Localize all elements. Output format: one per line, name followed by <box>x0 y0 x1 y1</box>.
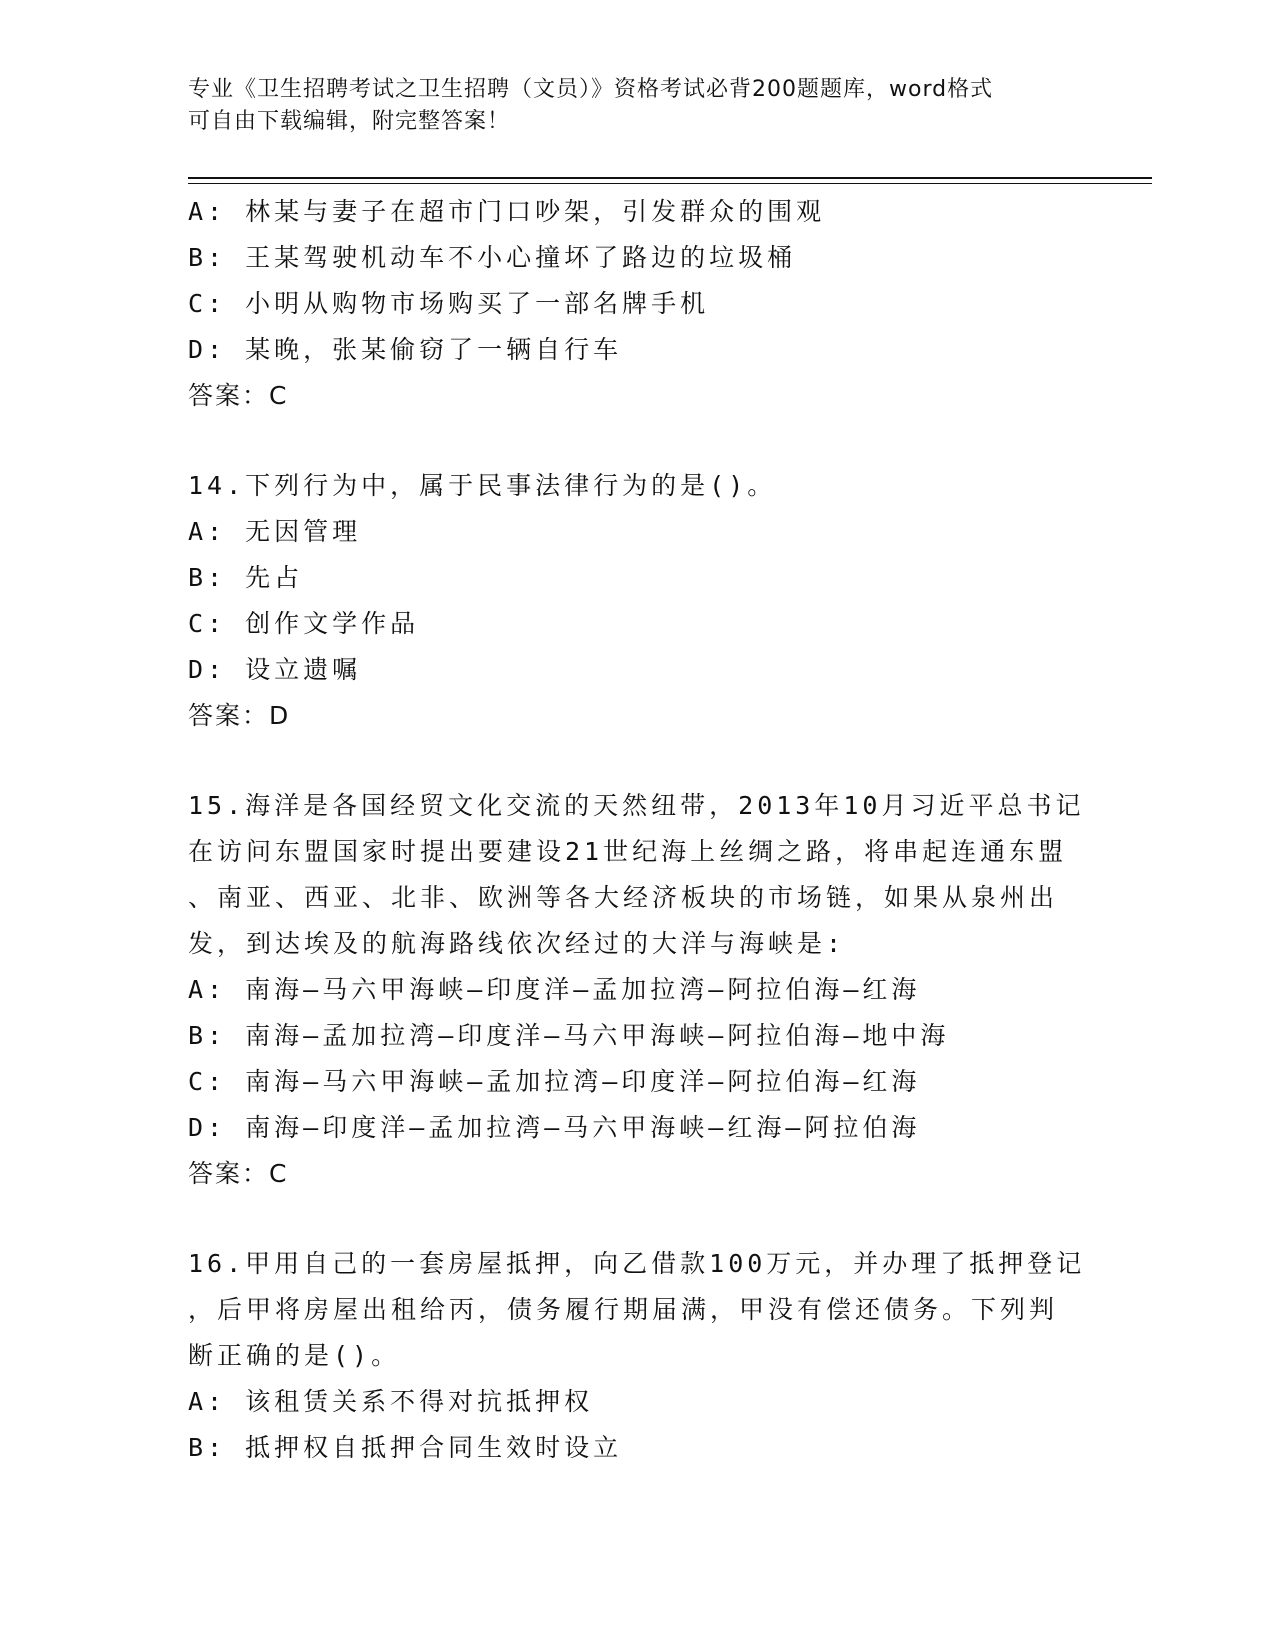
question-stem-line: 断正确的是()。 <box>188 1341 401 1370</box>
option-a: A: 南海—马六甲海峡—印度洋—孟加拉湾—阿拉伯海—红海 <box>188 975 921 1004</box>
option-a: A: 无因管理 <box>188 517 362 546</box>
answer-line: 答案：C <box>188 381 289 410</box>
option-d: D: 设立遗嘱 <box>188 655 362 684</box>
document-header <box>188 74 1088 138</box>
option-b: B: 抵押权自抵押合同生效时设立 <box>188 1433 623 1462</box>
option-b: B: 先占 <box>188 563 304 592</box>
header-divider-top <box>188 177 1152 179</box>
header-line-2: 可自由下载编辑，附完整答案！ <box>188 109 511 134</box>
option-d: D: 某晚，张某偷窃了一辆自行车 <box>188 335 623 364</box>
question-stem-line: ，后甲将房屋出租给丙，债务履行期届满，甲没有偿还债务。下列判 <box>188 1295 1059 1324</box>
option-d: D: 南海—印度洋—孟加拉湾—马六甲海峡—红海—阿拉伯海 <box>188 1113 921 1142</box>
question-14 <box>188 463 1088 739</box>
header-line-1: 专业《卫生招聘考试之卫生招聘（文员）》资格考试必背200题题库，word格式 <box>188 77 994 102</box>
spacer <box>188 419 1088 463</box>
answer-line: 答案：C <box>188 1159 289 1188</box>
option-a: A: 林某与妻子在超市门口吵架，引发群众的围观 <box>188 197 826 226</box>
spacer <box>188 1197 1088 1241</box>
option-c: C: 创作文学作品 <box>188 609 420 638</box>
option-b: B: 南海—孟加拉湾—印度洋—马六甲海峡—阿拉伯海—地中海 <box>188 1021 950 1050</box>
option-a: A: 该租赁关系不得对抗抵押权 <box>188 1387 594 1416</box>
option-c: C: 小明从购物市场购买了一部名牌手机 <box>188 289 710 318</box>
answer-line: 答案：D <box>188 701 291 730</box>
option-c: C: 南海—马六甲海峡—孟加拉湾—印度洋—阿拉伯海—红海 <box>188 1067 921 1096</box>
document-body <box>188 189 1088 1471</box>
question-stem-line: 16.甲用自己的一套房屋抵押，向乙借款100万元，并办理了抵押登记 <box>188 1249 1086 1278</box>
question-stem-line: 发，到达埃及的航海路线依次经过的大洋与海峡是: <box>188 929 846 958</box>
question-15 <box>188 783 1088 1197</box>
question-16 <box>188 1241 1088 1471</box>
question-stem-line: 、南亚、西亚、北非、欧洲等各大经济板块的市场链，如果从泉州出 <box>188 883 1059 912</box>
header-divider-bottom <box>188 183 1152 184</box>
question-13 <box>188 189 1088 419</box>
question-stem-line: 15.海洋是各国经贸文化交流的天然纽带，2013年10月习近平总书记 <box>188 791 1085 820</box>
spacer <box>188 739 1088 783</box>
question-stem: 14.下列行为中，属于民事法律行为的是()。 <box>188 471 777 500</box>
question-stem-line: 在访问东盟国家时提出要建设21世纪海上丝绸之路，将串起连通东盟 <box>188 837 1068 866</box>
option-b: B: 王某驾驶机动车不小心撞坏了路边的垃圾桶 <box>188 243 797 272</box>
